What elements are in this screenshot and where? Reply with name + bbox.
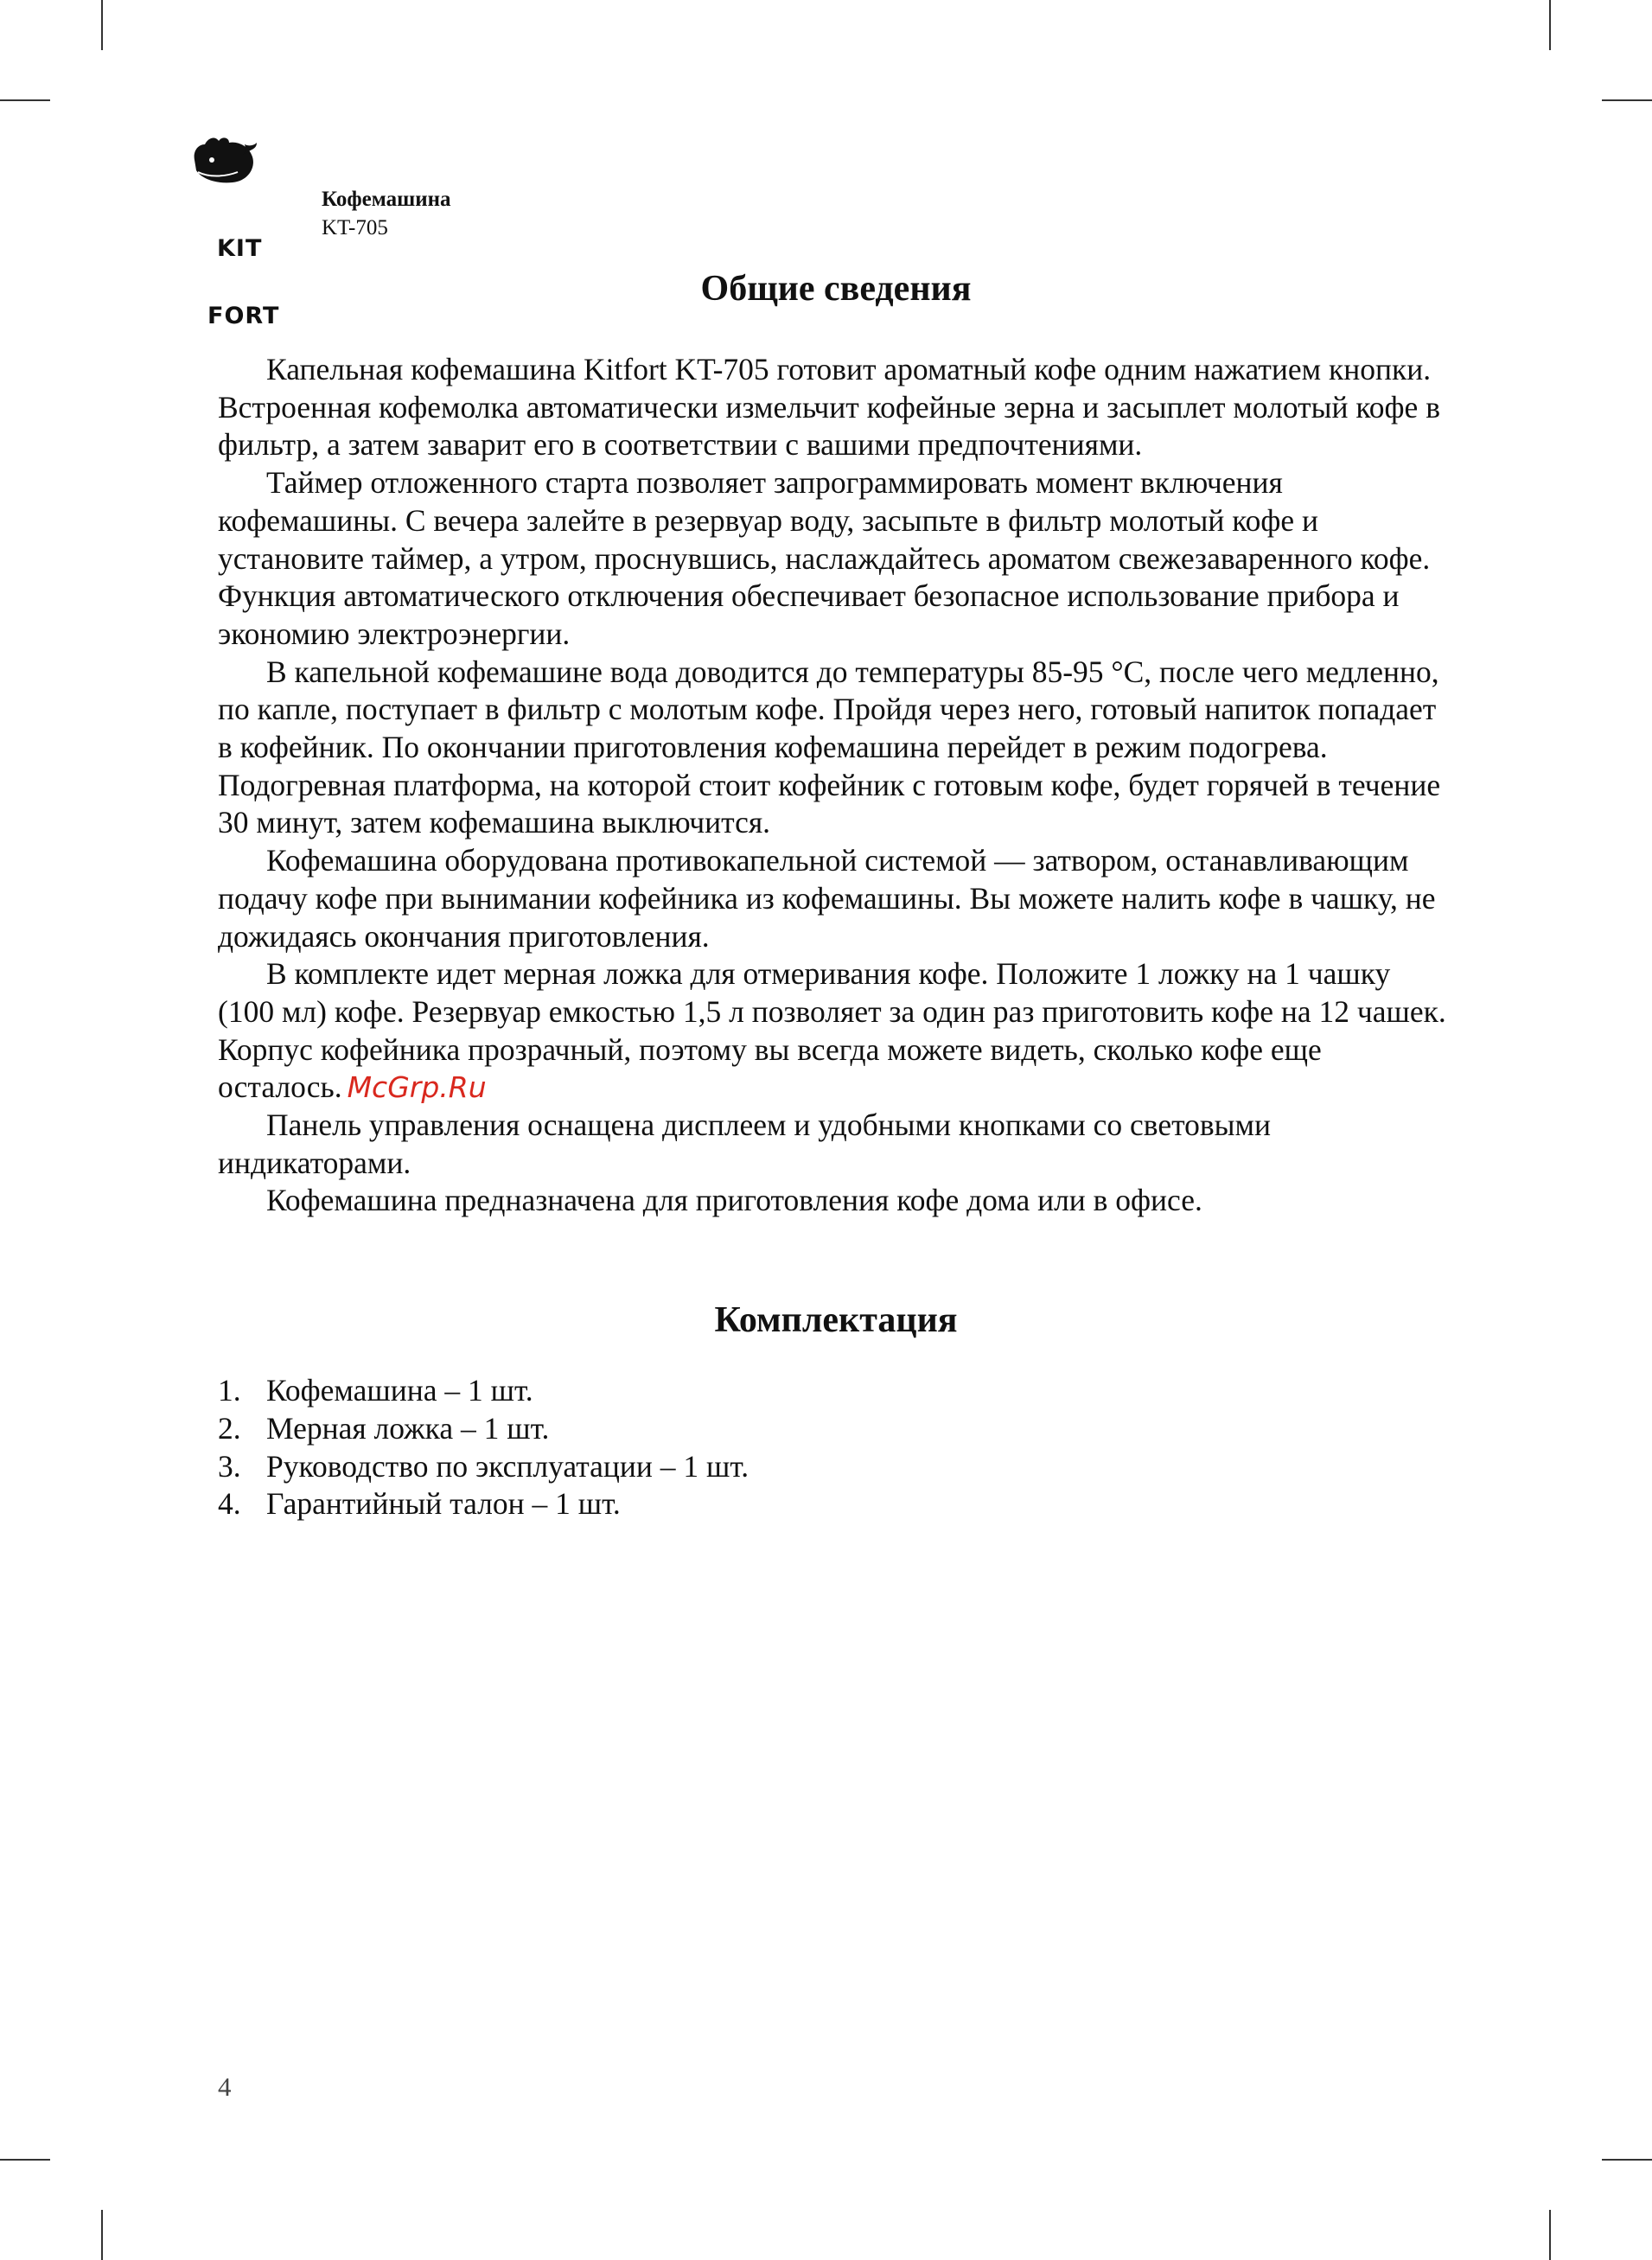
kitfort-logo	[186, 134, 307, 329]
crop-mark	[1602, 99, 1652, 101]
whale-icon	[189, 134, 258, 188]
list-item: 2. Мерная ложка – 1 шт.	[218, 1410, 550, 1446]
crop-mark	[101, 2210, 103, 2260]
crop-mark	[1549, 2210, 1551, 2260]
page-number: 4	[218, 2072, 232, 2102]
paragraph: Кофемашина оборудована противокапельной системой — затвором, останавливающим подачу кофе при вынимании кофейника из кофемашины. Вы можете налить кофе в чашку, не дожидаясь окончания приготовления.	[218, 843, 1436, 954]
paragraph: Кофемашина предназначена для приготовления кофе дома или в офисе.	[266, 1183, 1202, 1218]
crop-mark	[0, 2159, 50, 2161]
crop-mark	[1549, 0, 1551, 50]
paragraph: Панель управления оснащена дисплеем и удобными кнопками со световыми индикаторами.	[218, 1108, 1271, 1180]
watermark: McGrp.Ru	[347, 1070, 487, 1105]
paragraph: Таймер отложенного старта позволяет запрограммировать момент включения кофемашины. С вечера залейте в резервуар воду, засыпьте в фильтр молотый кофе и установите таймер, а утром, проснувшись, наслаждайтесь ароматом свежезаваренного кофе. Функция автоматического отключения обеспечивает безопасное использование прибора и экономию электроэнергии.	[218, 465, 1431, 651]
paragraph: В капельной кофемашине вода доводится до температуры 85-95 °C, после чего медленно, по капле, поступает в фильтр с молотым кофе. Пройдя через него, готовый напиток попадает в кофейник. По окончании приготовления кофемашина перейдет в режим подогрева. Подогревная платформа, на которой стоит кофейник с готовым кофе, будет горячей в течение 30 минут, затем кофемашина выключится.	[218, 654, 1441, 840]
section-heading-general: Общие сведения	[700, 269, 972, 309]
crop-mark	[1602, 2159, 1652, 2161]
list-item: 1. Кофемашина – 1 шт.	[218, 1373, 533, 1408]
product-model: KT-705	[322, 216, 388, 239]
crop-mark	[0, 99, 50, 101]
paragraph	[218, 955, 1454, 1107]
page-content	[218, 265, 1454, 1523]
crop-mark	[101, 0, 103, 50]
logo-text-fort: FORT	[207, 303, 280, 329]
document-header	[322, 185, 451, 242]
paragraph-text: В комплекте идет мерная ложка для отмеривания кофе. Положите 1 ложку на 1 чашку (100 мл) кофе. Резервуар емкостью 1,5 л позволяет за один раз приготовить кофе на 12 чашек. Корпус кофейника прозрачный, поэтому вы всегда можете видеть, сколько кофе еще осталось.	[218, 956, 1446, 1105]
list-item: 4. Гарантийный талон – 1 шт.	[218, 1486, 621, 1522]
logo-text-kit: KIT	[217, 235, 263, 262]
section-heading-contents: Комплектация	[714, 1300, 958, 1341]
paragraph: Капельная кофемашина Kitfort KT-705 готовит ароматный кофе одним нажатием кнопки. Встроенная кофемолка автоматически измельчит кофейные зерна и засыплет молотый кофе в фильтр, а затем заварит его в соответствии с вашими предпочтениями.	[218, 352, 1440, 463]
product-title: Кофемашина	[322, 188, 451, 211]
list-item: 3. Руководство по эксплуатации – 1 шт.	[218, 1448, 749, 1484]
package-contents-list	[218, 1372, 1454, 1523]
